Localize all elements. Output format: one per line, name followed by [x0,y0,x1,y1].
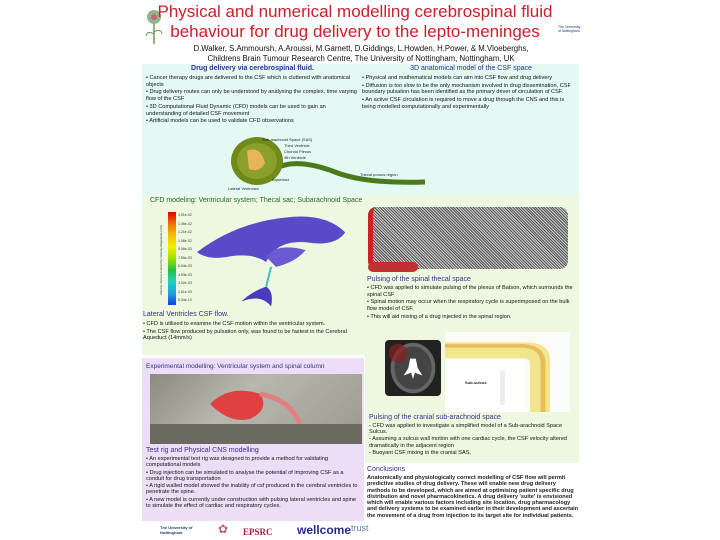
label-aqueduct: Aqueduct [272,177,289,182]
drug-delivery-text: • Cancer therapy drugs are delivered to the CSF which is cluttered with anatomical objects • Drug delivery routes can only be understood by analysing the complex, time varying flow of the CSF • 3D Computational Fluid Dynamic (CFD) models can be used to gain an understanding of detailed CSF movement • Artificial models can be used to validate CFD observations [146,75,357,125]
lateral-ventricles-heading: Lateral Ventricles CSF flow. [143,311,229,318]
nottingham-logo: The University of Nottingham [160,525,193,535]
cfd-heading: CFD modeling: Ventricular system; Thecal sac; Subarachnoid Space [150,197,363,204]
velocity-colorbar [168,212,176,305]
charity-flower-logo: ✿ [218,522,229,536]
sulcus-cfd-image [445,332,570,412]
anatomy-text: • Physical and mathematical models can aim into CSF flow and drug delivery • Diffusion is too slow to be the only mechanism involved in drug dissemination, CSF boundary pulsation has been identified as the primary driver of circulation of CSF. • An active CSF circulation is required to move a drug through the CNS and this is being modelled computationally and experimentally [362,75,571,110]
epsrc-logo: EPSRC [243,527,273,537]
thecal-mesh-end [368,262,418,272]
drug-delivery-heading: Drug delivery via cerebrospinal fluid. [191,65,314,72]
label-sas: Sub-arachnoid Space (SAS) [262,137,313,142]
colorbar-label: Velocity Vectors Colored by Velocity Magnitude (m/s) [159,224,163,296]
lateral-ventricles-text: • CFD is utilised to examine the CSF motion within the ventricular system. • The CSF flow produced by pulsation only, was found to be fastest in the Cerebral Aqueduct (14mm/s) [143,321,347,342]
experimental-heading: Experimental modelling: Ventricular system and spinal column [146,363,325,370]
test-rig-photo [150,374,362,444]
conclusions-heading: Conclusions [367,466,406,473]
wellcome-trust-logo: wellcome$^{trust}$ [297,523,369,537]
cranial-text: - CFD was applied to investigate a simplified model of a Sub-arachnoid Space Sulcus. - Assuming a sulcus wall motion with one cardiac cycle, the CSF velocity altered dramatically in the adjacent region - Buoyant CSF mixing in the cranial SAS. [369,423,568,456]
label-choroid-plexus: Choroid Plexus [284,149,312,154]
cns-anatomical-model [225,134,425,192]
label-lateral-ventricles: Lateral Ventricles [228,186,259,191]
conclusions-text: Anatomically and physiologically correct modelling of CSF flow will permit predictive studies of drug delivery. These will enable new drug delivery methods to be developed, which are aimed at optimising patient specific drug distribution and novel pharmacokinetics. A drug delivery 'suite' is envisioned which will enable various factors including site location, drug pharmacology and delivery systems to be examined earlier in their development and ascertain the movement of a drug from injection to its target site for individual patients. [367,475,579,519]
ventricle-cfd-image [197,212,360,307]
colorbar-ticks: 1.51e-02 1.36e-02 1.21e-02 1.06e-02 9.06e-03 7.55e-03 6.04e-03 4.53e-03 3.02e-03 1.51e-03 5.34e-10 [178,213,192,302]
test-rig-text: • An experimental test rig was designed to provide a method for validating computational models • Drug injection can be simulated to analyse the potential of improving CSF as a conduit for drug transportation • A rigid walled model showed the inability of csf produced in the cerebral ventricles to penetrate the spine. • A new model is currently under construction with pulsing lateral ventricles and spine to simulate the effect of cardiac and respiratory cycles. [146,456,358,510]
thecal-mesh-image [368,207,568,269]
label-fourth-ventricle: 4th Ventricle [284,155,307,160]
cranial-heading: Pulsing of the cranial sub-arachnoid space [369,414,501,421]
university-logo: The University of Nottingham [558,25,581,33]
label-thecal: Thecal porous region [360,172,398,177]
sulcus-label: Sub-sulcus [465,380,487,385]
test-rig-heading: Test rig and Physical CNS modelling [146,447,259,454]
authors: D.Walker, S.Ammoursh, A.Aroussi, M.Garnett, D.Giddings, L.Howden, H.Power, & M.Vloeberghs, Childrens Brain Tumour Research Centre, The University of Nottingham, Nottingham, UK [193,44,529,63]
anatomy-heading: 3D anatomical model of the CSF space [410,65,532,72]
spinal-heading: Pulsing of the spinal thecal space [367,276,471,283]
brain-mri-image [385,340,441,396]
poster-title: Physical and numerical modelling cerebrospinal fluid behaviour for drug delivery to the lepto-meninges [157,2,553,41]
spinal-text: • CFD was applied to simulate pulsing of the plexus of Batson, which surrounds the spinal CSF • Spinal motion may occur when the respiratory cycle is superimposed on the bulk flow model of CSF. • This will aid mixing of a drug injected in the spinal region. [367,285,573,320]
label-third-ventricle: Third Ventricle [284,143,310,148]
